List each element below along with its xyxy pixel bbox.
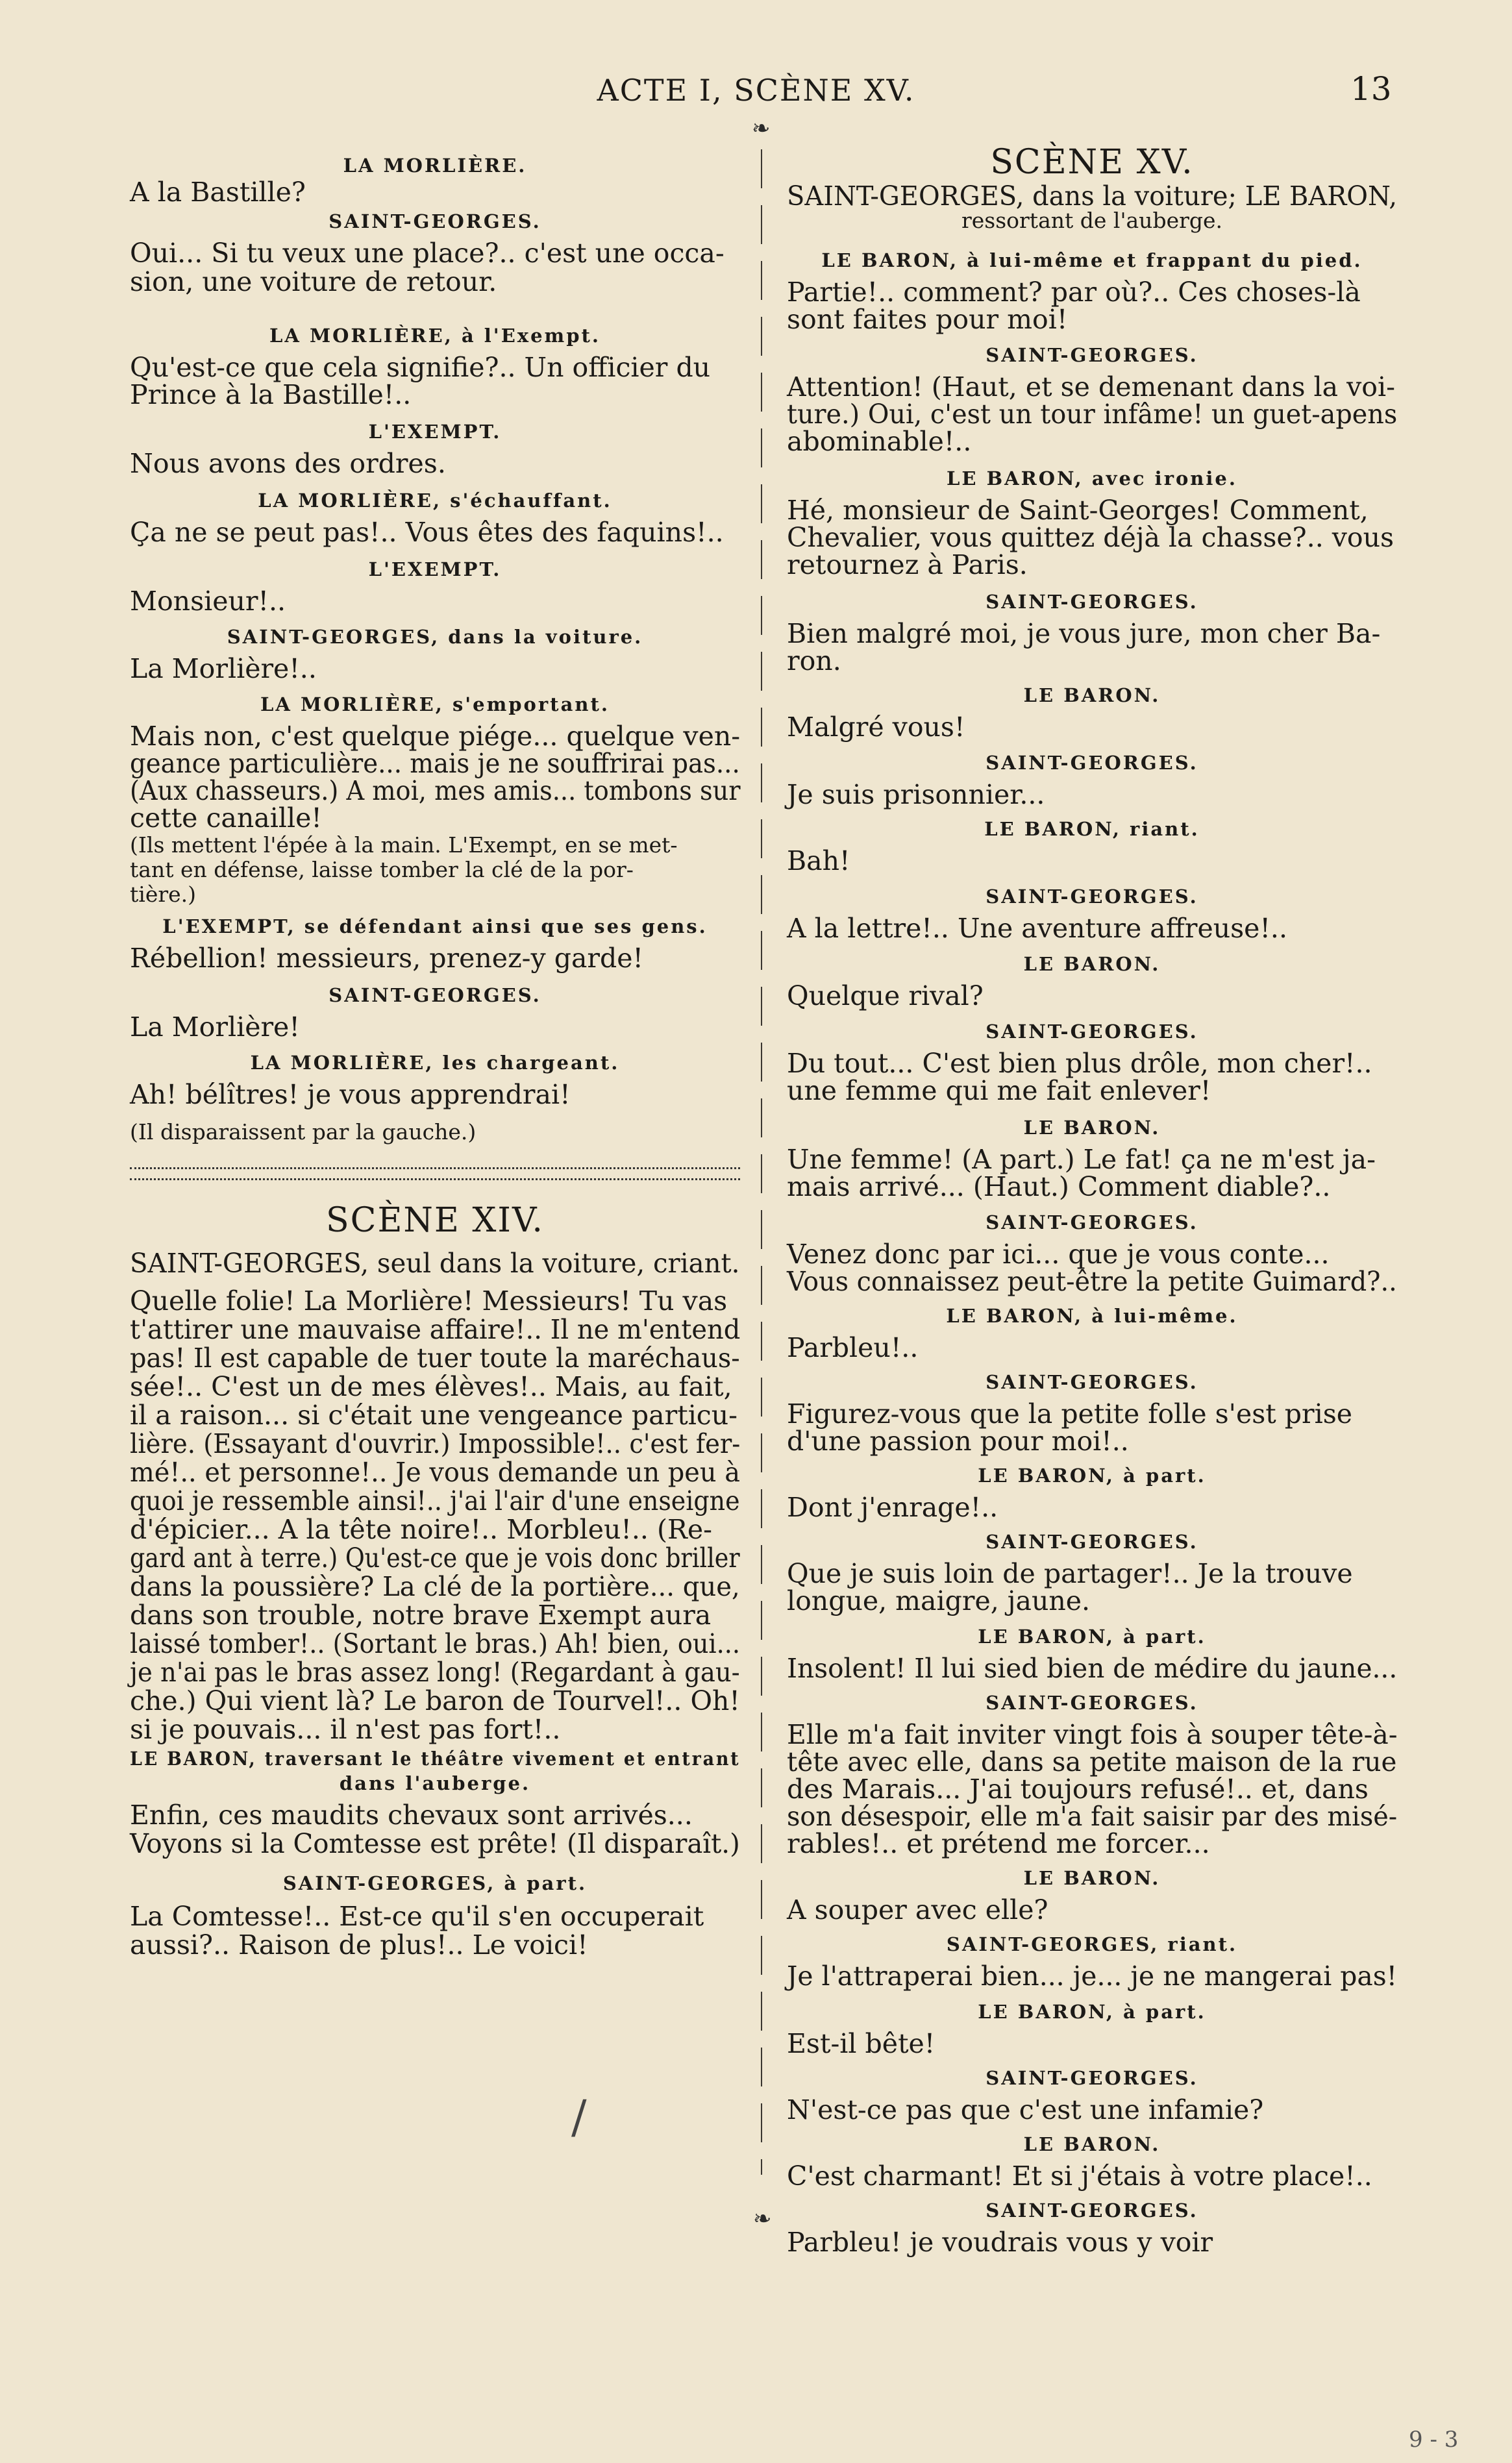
dialogue-line: quoi je ressemble ainsi!.. j'ai l'air d'une enseigne — [130, 1485, 740, 1516]
dialogue-line: laissé tomber!.. (Sortant le bras.) Ah! bien, oui... — [130, 1628, 741, 1659]
dialogue-line: Vous connaissez peut-être la petite Guimard?.. — [787, 1266, 1397, 1297]
speaker-name: SAINT-GEORGES. — [985, 1371, 1198, 1393]
dialogue-line: si je pouvais... il n'est pas fort!.. — [130, 1714, 561, 1745]
dialogue-line: des Marais... J'ai toujours refusé!.. et, dans — [787, 1774, 1369, 1805]
speaker-name: L'EXEMPT, se défendant ainsi que ses gens. — [162, 915, 708, 937]
stage-direction: tant en défense, laisse tomber la clé de la por- — [130, 857, 634, 882]
dialogue-line: Voyons si la Comtesse est prête! (Il disparaît.) — [130, 1828, 740, 1859]
dialogue-line: lière. (Essayant d'ouvrir.) Impossible!.. c'est fer- — [130, 1428, 741, 1459]
dialogue-line: longue, maigre, jaune. — [787, 1585, 1091, 1616]
dialogue-line: mais arrivé... (Haut.) Comment diable?.. — [787, 1171, 1331, 1202]
speaker-name: SAINT-GEORGES. — [985, 344, 1198, 366]
dialogue-line: dans la poussière? La clé de la portière... que, — [130, 1571, 740, 1602]
page-number: 13 — [1350, 70, 1392, 108]
dialogue-line: abominable!.. — [787, 426, 972, 457]
dialogue-line: une femme qui me fait enlever! — [787, 1075, 1211, 1106]
dialogue-line: il a raison... si c'était une vengeance particu- — [130, 1400, 738, 1431]
dialogue-line: pas! Il est capable de tuer toute la maréchaus- — [130, 1343, 740, 1374]
speaker-name: LE BARON, riant. — [984, 818, 1200, 840]
dialogue-line: Mais non, c'est quelque piége... quelque ven- — [130, 721, 741, 752]
page-header — [0, 0, 1512, 130]
speaker-name: LE BARON, avec ironie. — [947, 467, 1237, 489]
speaker-name: SAINT-GEORGES. — [328, 210, 541, 232]
speaker-name: LE BARON. — [1023, 953, 1161, 975]
speaker-name: LA MORLIÈRE, les chargeant. — [250, 1052, 620, 1074]
dialogue-line: je n'ai pas le bras assez long! (Regardant à gau- — [130, 1657, 740, 1688]
speaker-name: LA MORLIÈRE, s'emportant. — [260, 693, 610, 715]
stray-pen-mark: / — [571, 2090, 587, 2144]
speaker-name: LE BARON. — [1023, 1867, 1161, 1889]
dialogue-line: Qu'est-ce que cela signifie?.. Un officier du — [130, 352, 711, 383]
speaker-name: SAINT-GEORGES, à part. — [282, 1872, 588, 1894]
dialogue-line: Bien malgré moi, je vous jure, mon cher Ba- — [787, 618, 1381, 649]
scene-cast: SAINT-GEORGES, seul dans la voiture, criant. — [130, 1248, 740, 1279]
dialogue-line: Chevalier, vous quittez déjà la chasse?.. vous — [787, 522, 1394, 553]
dialogue-line: Elle m'a fait inviter vingt fois à souper tête-à- — [787, 1719, 1398, 1750]
scene-cast: SAINT-GEORGES, dans la voiture; LE BARON, — [787, 180, 1398, 212]
speaker-name: LE BARON, traversant le théâtre vivement et entrant — [130, 1748, 741, 1770]
stage-direction: (Il disparaissent par la gauche.) — [130, 1119, 477, 1145]
speaker-name: L'EXEMPT. — [368, 421, 502, 443]
dialogue-line: Du tout... C'est bien plus drôle, mon cher!.. — [787, 1048, 1372, 1079]
dialogue-line: gard ant à terre.) Qu'est-ce que je vois donc briller — [130, 1542, 740, 1574]
dialogue-line: Je l'attraperai bien... je... je ne mangerai pas! — [787, 1961, 1398, 1992]
dialogue-line: N'est-ce pas que c'est une infamie? — [787, 2094, 1264, 2125]
dialogue-line: Malgré vous! — [787, 712, 965, 743]
dialogue-line: d'épicier... A la tête noire!.. Morbleu!.. (Re- — [130, 1514, 712, 1545]
dialogue-line: che.) Qui vient là? Le baron de Tourvel!.. Oh! — [130, 1685, 740, 1716]
speaker-name: SAINT-GEORGES. — [985, 1021, 1198, 1043]
speaker-name: SAINT-GEORGES. — [985, 885, 1198, 908]
scene-heading: SCÈNE XIV. — [326, 1201, 544, 1240]
dialogue-line: A la lettre!.. Une aventure affreuse!.. — [787, 913, 1287, 944]
dialogue-line: geance particulière... mais je ne souffrirai pas... — [130, 748, 740, 779]
dialogue-line: ron. — [787, 645, 841, 676]
speaker-name: SAINT-GEORGES, dans la voiture. — [227, 626, 643, 648]
speaker-name: LE BARON, à lui-même. — [946, 1305, 1238, 1327]
dialogue-line: La Morlière!.. — [130, 653, 317, 684]
fleuron-ornament-icon: ❧ — [752, 116, 771, 142]
running-title: ACTE I, SCÈNE XV. — [597, 73, 915, 108]
corner-annotation: 9 - 3 — [1409, 2427, 1459, 2453]
dialogue-line: cette canaille! — [130, 802, 322, 834]
speaker-name: SAINT-GEORGES. — [985, 1211, 1198, 1233]
dialogue-line: Figurez-vous que la petite folle s'est prise — [787, 1398, 1353, 1430]
speaker-name: LE BARON. — [1023, 1117, 1161, 1139]
speaker-name: SAINT-GEORGES. — [985, 1531, 1198, 1553]
dialogue-line: Ça ne se peut pas!.. Vous êtes des faquins!.. — [130, 517, 724, 548]
dialogue-line: Est-il bête! — [787, 2028, 936, 2059]
speaker-name: LA MORLIÈRE. — [343, 155, 527, 177]
dialogue-line: A la Bastille? — [130, 177, 306, 208]
dialogue-line: tête avec elle, dans sa petite maison de la rue — [787, 1746, 1397, 1777]
speaker-name: LE BARON, à part. — [978, 2001, 1206, 2023]
dialogue-line: La Morlière! — [130, 1011, 300, 1043]
dialogue-line: d'une passion pour moi!.. — [787, 1426, 1129, 1457]
speaker-name: dans l'auberge. — [339, 1772, 531, 1794]
speaker-name: LE BARON, à part. — [978, 1626, 1206, 1648]
dialogue-line: Je suis prisonnier... — [787, 779, 1045, 810]
dialogue-line: Bah! — [787, 845, 850, 876]
dialogue-line: Prince à la Bastille!.. — [130, 379, 412, 410]
speaker-name: L'EXEMPT. — [368, 558, 502, 580]
dialogue-line: C'est charmant! Et si j'étais à votre place!.. — [787, 2160, 1372, 2192]
dialogue-line: Rébellion! messieurs, prenez-y garde! — [130, 943, 643, 974]
scene-heading: SCÈNE XV. — [990, 143, 1194, 182]
dialogue-line: sont faites pour moi! — [787, 304, 1068, 335]
dialogue-line: Venez donc par ici... que je vous conte... — [787, 1239, 1330, 1270]
dialogue-line: Attention! (Haut, et se demenant dans la voi- — [787, 371, 1395, 402]
dialogue-line: Partie!.. comment? par où?.. Ces choses-là — [787, 277, 1361, 308]
dialogue-line: sée!.. C'est un de mes élèves!.. Mais, au fait, — [130, 1371, 732, 1402]
dialogue-line: ture.) Oui, c'est un tour infâme! un guet-apens — [787, 399, 1398, 430]
dialogue-line: Quelle folie! La Morlière! Messieurs! Tu vas — [130, 1285, 728, 1317]
dialogue-line: rables!.. et prétend me forcer... — [787, 1828, 1210, 1859]
dialogue-line: La Comtesse!.. Est-ce qu'il s'en occuperait — [130, 1901, 704, 1932]
speaker-name: LE BARON, à part. — [978, 1465, 1206, 1487]
speaker-name: LE BARON. — [1023, 684, 1161, 706]
dialogue-line: Enfin, ces maudits chevaux sont arrivés... — [130, 1800, 693, 1831]
dialogue-line: Une femme! (A part.) Le fat! ça ne m'est ja- — [787, 1144, 1376, 1175]
dialogue-line: Parbleu! je voudrais vous y voir — [787, 2227, 1213, 2258]
dialogue-line: (Aux chasseurs.) A moi, mes amis... tombons sur — [130, 775, 741, 806]
dialogue-line: retournez à Paris. — [787, 549, 1028, 580]
dialogue-line: Nous avons des ordres. — [130, 448, 446, 479]
dialogue-line: A souper avec elle? — [787, 1894, 1048, 1925]
speaker-name: LA MORLIÈRE, à l'Exempt. — [269, 325, 601, 347]
dialogue-line: t'attirer une mauvaise affaire!.. Il ne m'entend — [130, 1314, 741, 1345]
dialogue-line: mé!.. et personne!.. Je vous demande un peu à — [130, 1457, 740, 1488]
stage-direction: (Ils mettent l'épée à la main. L'Exempt, en se met- — [130, 832, 678, 858]
stage-direction: tière.) — [130, 882, 197, 907]
speaker-name: SAINT-GEORGES. — [985, 591, 1198, 613]
dialogue-line: sion, une voiture de retour. — [130, 266, 497, 297]
scene-cast-continued: ressortant de l'auberge. — [961, 208, 1223, 233]
speaker-name: SAINT-GEORGES. — [985, 2067, 1198, 2089]
speaker-name: LA MORLIÈRE, s'échauffant. — [258, 489, 612, 512]
dialogue-line: dans son trouble, notre brave Exempt aura — [130, 1600, 712, 1631]
dialogue-line: Insolent! Il lui sied bien de médire du jaune... — [787, 1653, 1398, 1684]
scene-divider — [130, 1167, 740, 1180]
dialogue-line: Dont j'enrage!.. — [787, 1492, 998, 1523]
dialogue-line: Oui... Si tu veux une place?.. c'est une occa- — [130, 238, 725, 269]
speaker-name: SAINT-GEORGES. — [985, 752, 1198, 774]
speaker-name: LE BARON. — [1023, 2133, 1161, 2155]
fleuron-ornament-bottom-icon: ❧ — [753, 2206, 772, 2232]
speaker-name: SAINT-GEORGES. — [328, 984, 541, 1006]
speaker-name: SAINT-GEORGES. — [985, 2199, 1198, 2222]
speaker-name: SAINT-GEORGES, riant. — [946, 1933, 1238, 1955]
dialogue-line: Que je suis loin de partager!.. Je la trouve — [787, 1558, 1353, 1589]
dialogue-line: Ah! bélîtres! je vous apprendrai! — [130, 1079, 571, 1110]
speaker-name: SAINT-GEORGES. — [985, 1692, 1198, 1714]
speaker-name: LE BARON, à lui-même et frappant du pied. — [821, 249, 1363, 271]
column-rule — [761, 149, 762, 2175]
dialogue-line: Quelque rival? — [787, 980, 984, 1011]
dialogue-line: Parbleu!.. — [787, 1332, 919, 1363]
dialogue-line: aussi?.. Raison de plus!.. Le voici! — [130, 1929, 588, 1961]
dialogue-line: Monsieur!.. — [130, 586, 286, 617]
dialogue-line: Hé, monsieur de Saint-Georges! Comment, — [787, 495, 1369, 526]
dialogue-line: son désespoir, elle m'a fait saisir par des misé- — [787, 1801, 1398, 1832]
